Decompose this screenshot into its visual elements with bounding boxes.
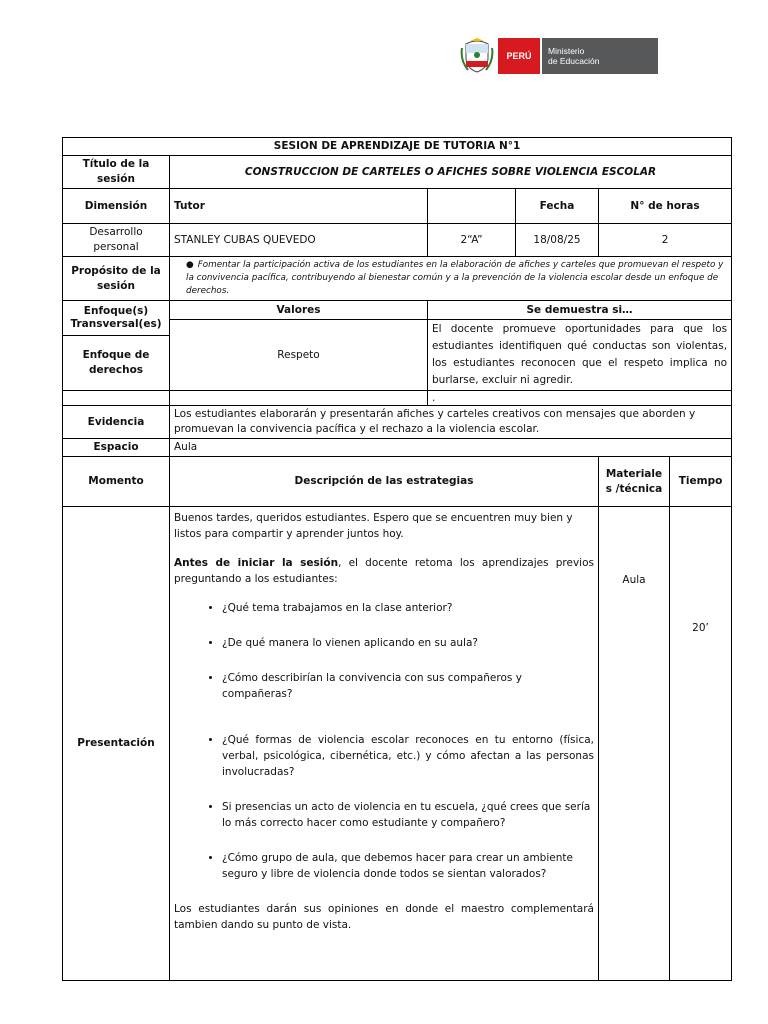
list-item: • ¿Qué formas de violencia escolar reconoces en tu entorno (física, verbal, psicológica, cibernética, etc.) y cómo afectan a las personas involucradas? bbox=[222, 732, 594, 780]
tutor-value: STANLEY CUBAS QUEVEDO bbox=[170, 224, 428, 257]
valores-label: Valores bbox=[170, 301, 428, 320]
list-item: • ¿Cómo describirían la convivencia con sus compañeros y compañeras? bbox=[222, 670, 594, 702]
fecha-value: 18/08/25 bbox=[516, 224, 599, 257]
valor-value: Respeto bbox=[170, 320, 428, 391]
proposito-label: Propósito de la sesión bbox=[63, 257, 170, 301]
closing-text: Los estudiantes darán sus opiniones en donde el maestro complementará tambien dando su punto de vista. bbox=[174, 903, 594, 931]
list-item: • ¿De qué manera lo vienen aplicando en su aula? bbox=[222, 635, 594, 651]
enfoque-derechos-label: Enfoque de derechos bbox=[63, 335, 170, 390]
list-item: • ¿Cómo grupo de aula, que debemos hacer para crear un ambiente seguro y libre de violencia donde todos se sientan valorados? bbox=[222, 850, 594, 882]
horas-label: N° de horas bbox=[599, 189, 732, 224]
session-table bbox=[62, 137, 732, 981]
peru-coat-of-arms-icon bbox=[460, 38, 494, 74]
evidencia-value: Los estudiantes elaborarán y presentarán afiches y carteles creativos con mensajes que aborden y promuevan la convivencia pacífica y el rechazo a la violencia escolar. bbox=[170, 406, 732, 439]
evidencia-label: Evidencia bbox=[63, 406, 170, 439]
empty-cell bbox=[428, 189, 516, 224]
presentacion-label: Presentación bbox=[63, 507, 170, 981]
materiales-label: Materiale s /técnica bbox=[599, 457, 670, 507]
tiempo-value: 20’ bbox=[670, 507, 732, 981]
empty-cell bbox=[170, 391, 428, 406]
blank-dot: . bbox=[428, 391, 732, 406]
list-item: • Si presencias un acto de violencia en tu escuela, ¿qué crees que sería lo más correcto hacer como estudiante y compañero? bbox=[222, 799, 594, 831]
material-value: Aula bbox=[599, 507, 670, 981]
antes-text: Antes de iniciar la sesión, el docente retoma los aprendizajes previos preguntando a los estudiantes: bbox=[174, 557, 594, 585]
enfoque-label: Enfoque(s) Transversal(es) bbox=[63, 301, 170, 336]
momento-label: Momento bbox=[63, 457, 170, 507]
horas-value: 2 bbox=[599, 224, 732, 257]
intro-text: Buenos tardes, queridos estudiantes. Espero que se encuentren muy bien y listos para compartir y aprender juntos hoy. bbox=[174, 512, 573, 540]
descripcion-label: Descripción de las estrategias bbox=[170, 457, 599, 507]
ministry-label: Ministerio de Educación bbox=[540, 38, 658, 74]
minedu-logo bbox=[460, 38, 658, 74]
tutor-label: Tutor bbox=[170, 189, 428, 224]
empty-cell bbox=[63, 391, 170, 406]
fecha-label: Fecha bbox=[516, 189, 599, 224]
session-heading: SESION DE APRENDIZAJE DE TUTORIA N°1 bbox=[63, 138, 732, 156]
titulo-value: CONSTRUCCION DE CARTELES O AFICHES SOBRE VIOLENCIA ESCOLAR bbox=[170, 156, 732, 189]
strategy-cell bbox=[170, 507, 599, 981]
grado-value: 2“A” bbox=[428, 224, 516, 257]
dimension-label: Dimensión bbox=[63, 189, 170, 224]
dimension-value: Desarrollo personal bbox=[63, 224, 170, 257]
question-list bbox=[174, 600, 594, 882]
peru-label: PERÚ bbox=[498, 38, 540, 74]
list-item: • ¿Qué tema trabajamos en la clase anterior? bbox=[222, 600, 594, 616]
proposito-value: ● Fomentar la participación activa de los estudiantes en la elaboración de afiches y carteles que promuevan el respeto y la convivencia pacífica, contribuyendo al bienestar común y a la prevención de la violencia escolar desde un enfoque de derechos. bbox=[186, 259, 727, 298]
espacio-value: Aula bbox=[170, 439, 732, 457]
titulo-label: Título de la sesión bbox=[63, 156, 170, 189]
demuestra-value: El docente promueve oportunidades para que los estudiantes identifiquen qué conductas son violentas, los estudiantes reconocen que el respeto implica no burlarse, excluir ni agredir. bbox=[428, 320, 732, 391]
demuestra-label: Se demuestra si… bbox=[428, 301, 732, 320]
tiempo-label: Tiempo bbox=[670, 457, 732, 507]
espacio-label: Espacio bbox=[63, 439, 170, 457]
